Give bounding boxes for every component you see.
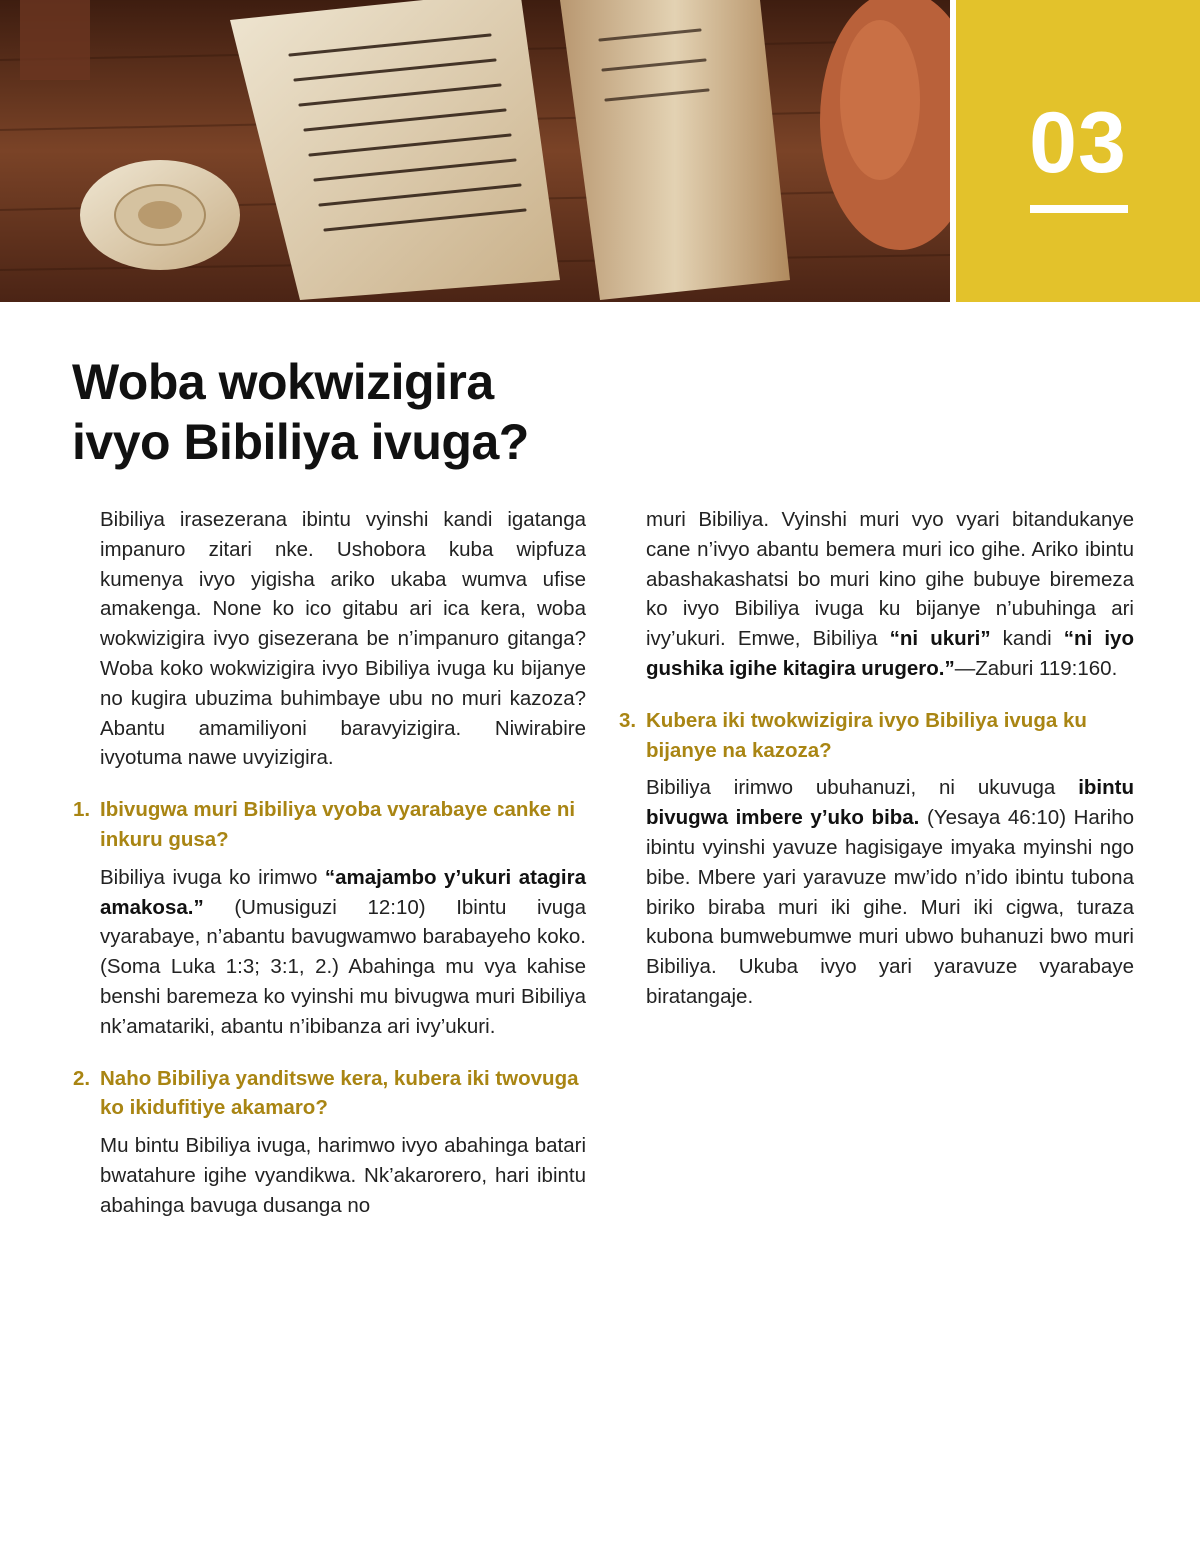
answer-text: Bibiliya irimwo ubuhanuzi, ni ukuvuga xyxy=(646,776,1079,800)
question-text: Kubera iki twokwizigira ivyo Bibiliya ivuga ku bijanye na kazoza? xyxy=(646,708,1087,762)
question-number: 3. xyxy=(619,708,637,732)
answer-emphasis: “ni ukuri” xyxy=(889,627,991,651)
title-line-1: Woba wokwizigira xyxy=(72,354,494,410)
answer-3 xyxy=(646,773,1134,1011)
answer-2-part-a xyxy=(100,1131,586,1220)
hero-scroll-photo xyxy=(0,0,950,302)
question-3 xyxy=(619,706,1134,766)
question-2 xyxy=(73,1064,586,1124)
answer-2-part-b xyxy=(646,505,1134,684)
answer-text: Mu bintu Bibiliya ivuga, harimwo ivyo abahinga batari bwatahure igihe vyandikwa. Nk’akarorero, hari ibintu abahinga bavuga dusanga no xyxy=(100,1134,586,1217)
answer-text: (Umusiguzi 12:10) Ibintu ivuga vyarabaye, n’abantu bavugwamwo barabayeho koko. (Soma Luka 1:3; 3:1, 2.) Abahinga mu vya kahise benshi baremeza ko vyinshi mu bivugwa muri Bibiliya nk’amatariki, abantu n’ibibanza ari ivy’ukuri. xyxy=(100,895,586,1038)
answer-text: —Zaburi 119:160. xyxy=(954,656,1118,680)
question-number: 2. xyxy=(73,1066,91,1090)
scroll-icon xyxy=(0,0,950,302)
answer-emphasis: ibintu bivugwa imbere y’uko biba. xyxy=(646,776,1134,830)
answer-text: muri Bibiliya. Vyinshi muri vyo vyari bitandukanye cane n’ivyo abantu bemera muri ico gihe. Ariko ibintu abashakashatsi bo muri kino gihe bubuye biremeza ko ivyo Bibiliya ivuga ku bijanye n’ubuhinga ari ivy’ukuri. Emwe, Bibiliya xyxy=(646,508,1134,651)
answer-emphasis: “ni iyo gushika igihe kitagira urugero.” xyxy=(646,627,1134,680)
column-left xyxy=(73,505,586,1221)
question-number: 1. xyxy=(73,798,91,822)
question-text: Naho Bibiliya yanditswe kera, kubera iki twovuga ko ikidufitiye akamaro? xyxy=(100,1066,579,1120)
lesson-badge xyxy=(956,0,1200,302)
question-1 xyxy=(73,795,586,855)
answer-text: kandi xyxy=(990,627,1064,651)
answer-1 xyxy=(100,863,586,1042)
title-line-2: ivyo Bibiliya ivuga? xyxy=(72,414,529,470)
page-title xyxy=(72,352,529,472)
intro-paragraph: Bibiliya irasezerana ibintu vyinshi kandi igatanga impanuro zitari nke. Ushobora kuba wipfuza kumenya ivyo yigisha ariko ukaba wumva ufise amakenga. None ko ico gitabu ari ica kera, woba wokwizigira ivyo gisezerana be n’impanuro gitanga? Woba koko wokwizigira ivyo Bibiliya ivuga ku bijanye no kugira ubuzima buhimbaye ubu no muri kazoza? Abantu amamiliyoni baravyizigira. Niwirabire ivyotuma nawe uvyizigira. xyxy=(100,508,586,770)
question-text: Ibivugwa muri Bibiliya vyoba vyarabaye canke ni inkuru gusa? xyxy=(100,798,576,851)
lesson-number: 03 xyxy=(1029,95,1127,191)
answer-emphasis: “amajambo y’ukuri atagira amakosa.” xyxy=(100,865,586,919)
badge-underline xyxy=(1030,205,1128,213)
answer-text: (Yesaya 46:10) Hariho ibintu vyinshi yavuze hagisigaye imyaka myinshi ngo bibe. Mbere yari yaravuze mw’ido n’ido ibintu tubona biriko biraba muri iki gihe. Muri iki cigwa, turaza kubona bumwebumwe muri ubwo buhanuzi bwo muri Bibiliya. Ukuba ivyo yari yaravuze vyarabaye biratangaje. xyxy=(646,806,1134,1008)
answer-text: Bibiliya ivuga ko irimwo xyxy=(100,865,325,889)
column-right xyxy=(619,505,1134,1012)
